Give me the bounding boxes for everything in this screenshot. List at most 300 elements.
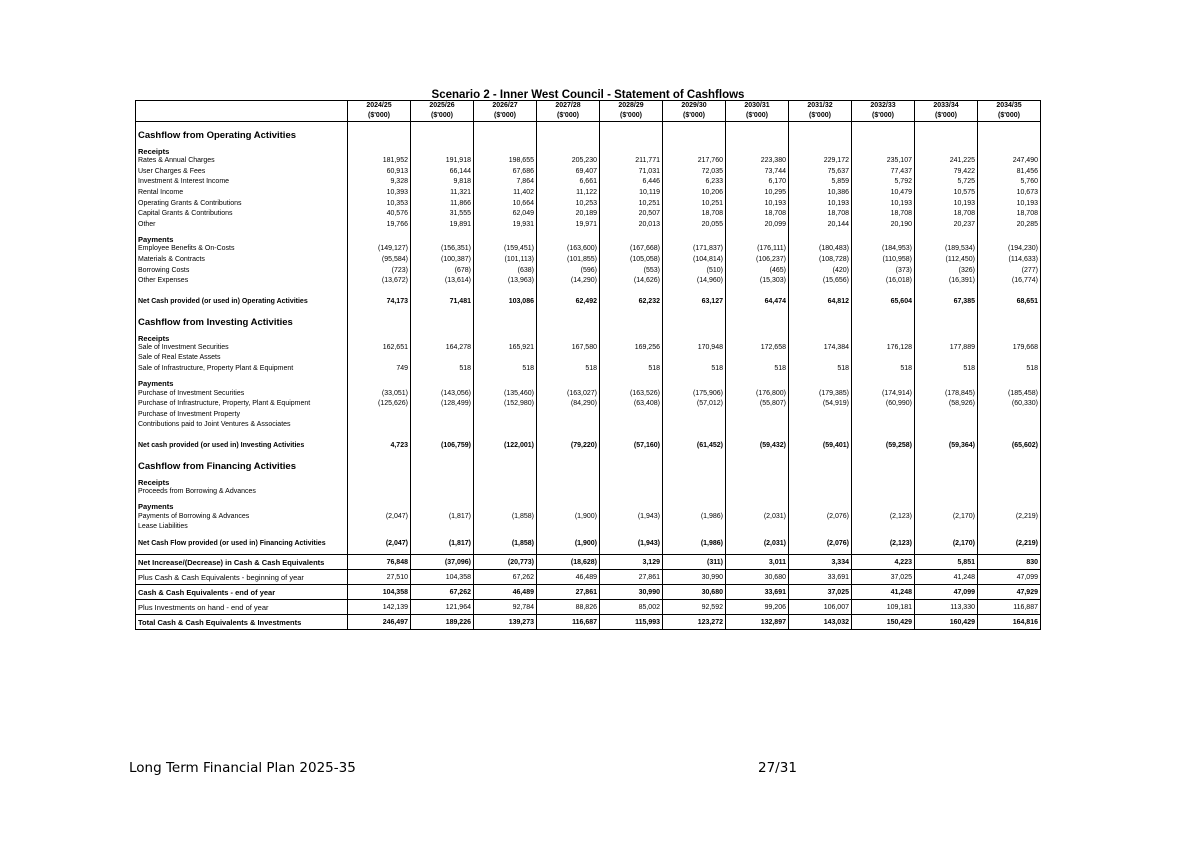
year-column-header (726, 101, 789, 122)
value-cell (411, 420, 474, 431)
value-cell (537, 473, 600, 487)
unit-label: ($'000) (809, 112, 831, 119)
value-cell: (1,858) (474, 511, 537, 522)
value-cell: 65,604 (852, 295, 915, 309)
value-cell: (326) (915, 265, 978, 276)
unit-label: ($'000) (998, 112, 1020, 119)
value-cell: (311) (663, 555, 726, 570)
value-cell: 10,193 (915, 198, 978, 209)
row-label: Purchase of Investment Property (136, 410, 348, 421)
value-cell: (105,058) (600, 255, 663, 266)
value-cell: 217,760 (663, 156, 726, 167)
value-cell: 167,580 (537, 343, 600, 354)
value-cell: (16,018) (852, 276, 915, 287)
value-cell: 246,497 (348, 615, 411, 630)
value-cell (978, 287, 1041, 295)
value-cell: 81,456 (978, 167, 1041, 178)
value-cell: 10,673 (978, 188, 1041, 199)
value-cell (411, 230, 474, 244)
value-cell: 5,851 (915, 555, 978, 570)
value-cell (537, 487, 600, 498)
value-cell: 20,507 (600, 209, 663, 220)
value-cell (600, 230, 663, 244)
value-cell: 92,592 (663, 600, 726, 615)
year-label: 2027/28 (555, 102, 581, 109)
value-cell: 3,011 (726, 555, 789, 570)
value-cell (474, 410, 537, 421)
statement-title: Scenario 2 - Inner West Council - Statement of Cashflows (431, 89, 745, 101)
value-cell: 116,687 (537, 615, 600, 630)
value-cell (663, 142, 726, 156)
value-cell: (1,900) (537, 511, 600, 522)
year-label: 2030/31 (744, 102, 770, 109)
value-cell: 10,479 (852, 188, 915, 199)
value-cell (474, 487, 537, 498)
value-cell (852, 473, 915, 487)
value-cell (537, 420, 600, 431)
value-cell (852, 487, 915, 498)
year-label: 2034/35 (996, 102, 1022, 109)
value-cell: (59,432) (726, 439, 789, 453)
value-cell (726, 329, 789, 343)
value-cell: 116,887 (978, 600, 1041, 615)
value-cell (411, 287, 474, 295)
value-cell (600, 142, 663, 156)
value-cell: (1,943) (600, 532, 663, 555)
value-cell: (1,943) (600, 511, 663, 522)
value-cell: (176,800) (726, 388, 789, 399)
value-cell: 18,708 (852, 209, 915, 220)
section-heading-row (136, 309, 1041, 329)
value-cell (411, 453, 474, 473)
value-cell: 20,099 (726, 220, 789, 231)
value-cell (348, 453, 411, 473)
value-cell: 165,921 (474, 343, 537, 354)
value-cell: (159,451) (474, 244, 537, 255)
value-cell (915, 497, 978, 511)
value-cell (537, 353, 600, 364)
table-row (136, 167, 1041, 178)
value-cell (915, 230, 978, 244)
value-cell: 18,708 (726, 209, 789, 220)
value-cell (663, 230, 726, 244)
value-cell: (106,759) (411, 439, 474, 453)
table-row (136, 177, 1041, 188)
value-cell: (54,919) (789, 399, 852, 410)
value-cell: (2,031) (726, 511, 789, 522)
value-cell: 174,384 (789, 343, 852, 354)
value-cell (537, 497, 600, 511)
year-label: 2025/26 (429, 102, 455, 109)
value-cell: (1,817) (411, 511, 474, 522)
value-cell: (106,237) (726, 255, 789, 266)
value-cell (348, 473, 411, 487)
value-cell (978, 522, 1041, 533)
year-label: 2024/25 (366, 102, 392, 109)
value-cell (474, 329, 537, 343)
value-cell: (55,807) (726, 399, 789, 410)
value-cell (852, 431, 915, 439)
value-cell (348, 353, 411, 364)
value-cell: 139,273 (474, 615, 537, 630)
value-cell (789, 374, 852, 388)
value-cell: 109,181 (852, 600, 915, 615)
value-cell: 104,358 (411, 570, 474, 585)
value-cell (348, 142, 411, 156)
value-cell: 162,651 (348, 343, 411, 354)
value-cell: (373) (852, 265, 915, 276)
value-cell: 18,708 (789, 209, 852, 220)
value-cell: 75,637 (789, 167, 852, 178)
value-cell (789, 453, 852, 473)
value-cell: 164,816 (978, 615, 1041, 630)
value-cell: 830 (978, 555, 1041, 570)
value-cell: 10,206 (663, 188, 726, 199)
value-cell: 5,859 (789, 177, 852, 188)
value-cell: 67,262 (411, 585, 474, 600)
table-row (136, 276, 1041, 287)
value-cell (663, 329, 726, 343)
row-label: Rates & Annual Charges (136, 156, 348, 167)
value-cell (726, 230, 789, 244)
year-column-header (852, 101, 915, 122)
value-cell: 20,285 (978, 220, 1041, 231)
value-cell: (100,387) (411, 255, 474, 266)
value-cell: 71,031 (600, 167, 663, 178)
value-cell: 10,393 (348, 188, 411, 199)
value-cell: 19,891 (411, 220, 474, 231)
value-cell: (15,303) (726, 276, 789, 287)
row-label: Net cash provided (or used in) Investing Activities (136, 439, 348, 453)
total-row (136, 295, 1041, 309)
cashflow-table (135, 100, 1041, 630)
value-cell: 10,664 (474, 198, 537, 209)
value-cell (978, 309, 1041, 329)
value-cell: (101,855) (537, 255, 600, 266)
value-cell: 518 (726, 364, 789, 375)
value-cell: (65,602) (978, 439, 1041, 453)
value-cell (474, 497, 537, 511)
value-cell: 106,007 (789, 600, 852, 615)
value-cell (789, 497, 852, 511)
value-cell: (101,113) (474, 255, 537, 266)
value-cell: 63,127 (663, 295, 726, 309)
value-cell: 123,272 (663, 615, 726, 630)
value-cell: 18,708 (915, 209, 978, 220)
value-cell: 10,193 (978, 198, 1041, 209)
value-cell (852, 497, 915, 511)
table-row (136, 220, 1041, 231)
table-row (136, 255, 1041, 266)
table-row (136, 353, 1041, 364)
value-cell (915, 329, 978, 343)
value-cell (537, 410, 600, 421)
value-cell: (16,774) (978, 276, 1041, 287)
value-cell: 113,330 (915, 600, 978, 615)
unit-label: ($'000) (620, 112, 642, 119)
value-cell: 10,295 (726, 188, 789, 199)
value-cell (537, 230, 600, 244)
value-cell (348, 309, 411, 329)
row-label: Materials & Contracts (136, 255, 348, 266)
value-cell: (114,633) (978, 255, 1041, 266)
value-cell (600, 453, 663, 473)
value-cell (663, 453, 726, 473)
table-row (136, 399, 1041, 410)
row-label: Contributions paid to Joint Ventures & Associates (136, 420, 348, 431)
value-cell: 7,864 (474, 177, 537, 188)
value-cell (915, 431, 978, 439)
value-cell: 518 (663, 364, 726, 375)
value-cell: 67,262 (474, 570, 537, 585)
value-cell (789, 410, 852, 421)
value-cell: (2,123) (852, 511, 915, 522)
table-row (136, 265, 1041, 276)
value-cell (411, 522, 474, 533)
row-label: Cash & Cash Equivalents - end of year (136, 585, 348, 600)
value-cell: 88,826 (537, 600, 600, 615)
value-cell: (2,170) (915, 511, 978, 522)
value-cell: (553) (600, 265, 663, 276)
row-label: Receipts (136, 473, 348, 487)
value-cell: (723) (348, 265, 411, 276)
value-cell: 3,129 (600, 555, 663, 570)
value-cell (915, 287, 978, 295)
value-cell: 20,190 (852, 220, 915, 231)
unit-label: ($'000) (872, 112, 894, 119)
unit-label: ($'000) (431, 112, 453, 119)
value-cell (663, 309, 726, 329)
value-cell: (174,914) (852, 388, 915, 399)
value-cell (789, 122, 852, 143)
value-cell: (13,672) (348, 276, 411, 287)
value-cell: (2,123) (852, 532, 915, 555)
value-cell (726, 410, 789, 421)
value-cell: (180,483) (789, 244, 852, 255)
value-cell: 143,032 (789, 615, 852, 630)
value-cell: (16,391) (915, 276, 978, 287)
value-cell (537, 142, 600, 156)
value-cell: 79,422 (915, 167, 978, 178)
table-row (136, 522, 1041, 533)
value-cell: 18,708 (978, 209, 1041, 220)
value-cell (663, 410, 726, 421)
value-cell: 4,723 (348, 439, 411, 453)
value-cell: 30,990 (600, 585, 663, 600)
value-cell (978, 374, 1041, 388)
row-label: Other (136, 220, 348, 231)
value-cell (411, 431, 474, 439)
value-cell (915, 410, 978, 421)
value-cell (411, 329, 474, 343)
value-cell (915, 142, 978, 156)
value-cell (600, 473, 663, 487)
value-cell (726, 142, 789, 156)
value-cell: (175,906) (663, 388, 726, 399)
value-cell: 181,952 (348, 156, 411, 167)
row-label: Payments of Borrowing & Advances (136, 511, 348, 522)
value-cell (600, 374, 663, 388)
value-cell (537, 431, 600, 439)
value-cell: 30,680 (663, 585, 726, 600)
page-number: 27/31 (758, 760, 797, 776)
value-cell (537, 287, 600, 295)
value-cell (915, 309, 978, 329)
row-label: Cashflow from Operating Activities (136, 122, 348, 143)
value-cell: 10,575 (915, 188, 978, 199)
value-cell (474, 309, 537, 329)
value-cell: 10,193 (852, 198, 915, 209)
value-cell: 77,437 (852, 167, 915, 178)
row-label: Receipts (136, 329, 348, 343)
value-cell: 189,226 (411, 615, 474, 630)
row-label: Plus Investments on hand - end of year (136, 600, 348, 615)
value-cell (726, 522, 789, 533)
value-cell (348, 522, 411, 533)
value-cell: 9,818 (411, 177, 474, 188)
value-cell (789, 487, 852, 498)
year-header-row (136, 101, 1041, 122)
value-cell (474, 473, 537, 487)
value-cell: 20,055 (663, 220, 726, 231)
value-cell (663, 353, 726, 364)
value-cell (348, 287, 411, 295)
value-cell: (18,628) (537, 555, 600, 570)
value-cell (348, 122, 411, 143)
value-cell: (125,626) (348, 399, 411, 410)
value-cell: 10,253 (537, 198, 600, 209)
value-cell (663, 287, 726, 295)
value-cell: 160,429 (915, 615, 978, 630)
value-cell (978, 122, 1041, 143)
value-cell (474, 122, 537, 143)
value-cell (348, 487, 411, 498)
value-cell (915, 473, 978, 487)
value-cell: 69,407 (537, 167, 600, 178)
value-cell: 518 (474, 364, 537, 375)
year-column-header (537, 101, 600, 122)
value-cell: 92,784 (474, 600, 537, 615)
value-cell: 20,144 (789, 220, 852, 231)
value-cell (789, 309, 852, 329)
value-cell (411, 497, 474, 511)
value-cell: 27,510 (348, 570, 411, 585)
row-label: Net Cash provided (or used in) Operating Activities (136, 295, 348, 309)
value-cell: (13,963) (474, 276, 537, 287)
value-cell (789, 329, 852, 343)
label-column-header (136, 101, 348, 122)
value-cell: 10,119 (600, 188, 663, 199)
value-cell: 20,189 (537, 209, 600, 220)
row-label: Payments (136, 374, 348, 388)
value-cell: (59,364) (915, 439, 978, 453)
value-cell (726, 431, 789, 439)
subheading-row (136, 473, 1041, 487)
value-cell (537, 453, 600, 473)
row-label: Rental Income (136, 188, 348, 199)
value-cell: 170,948 (663, 343, 726, 354)
table-row (136, 388, 1041, 399)
value-cell (915, 374, 978, 388)
value-cell (663, 374, 726, 388)
value-cell: (1,817) (411, 532, 474, 555)
value-cell (663, 522, 726, 533)
row-label: Payments (136, 497, 348, 511)
value-cell (915, 353, 978, 364)
value-cell (600, 287, 663, 295)
value-cell (663, 431, 726, 439)
value-cell: (163,526) (600, 388, 663, 399)
row-label: Investment & Interest Income (136, 177, 348, 188)
row-label: Payments (136, 230, 348, 244)
value-cell: (37,096) (411, 555, 474, 570)
table-row (136, 209, 1041, 220)
year-label: 2033/34 (933, 102, 959, 109)
value-cell (852, 522, 915, 533)
value-cell (852, 410, 915, 421)
value-cell (537, 329, 600, 343)
value-cell (474, 431, 537, 439)
document-title: Long Term Financial Plan 2025-35 (129, 760, 356, 776)
value-cell: (194,230) (978, 244, 1041, 255)
value-cell: 30,680 (726, 570, 789, 585)
value-cell (411, 473, 474, 487)
value-cell (537, 522, 600, 533)
value-cell: 6,170 (726, 177, 789, 188)
value-cell: 68,651 (978, 295, 1041, 309)
row-label: Lease Liabilities (136, 522, 348, 533)
row-label: Sale of Investment Securities (136, 343, 348, 354)
subheading-row (136, 142, 1041, 156)
value-cell: 518 (411, 364, 474, 375)
unit-label: ($'000) (368, 112, 390, 119)
value-cell (348, 374, 411, 388)
row-label: Plus Cash & Cash Equivalents - beginning of year (136, 570, 348, 585)
value-cell (663, 420, 726, 431)
value-cell: 27,861 (537, 585, 600, 600)
value-cell (411, 410, 474, 421)
year-column-header (474, 101, 537, 122)
value-cell (474, 420, 537, 431)
value-cell (726, 420, 789, 431)
value-cell: (189,534) (915, 244, 978, 255)
value-cell: 31,555 (411, 209, 474, 220)
value-cell: 67,385 (915, 295, 978, 309)
value-cell: 5,725 (915, 177, 978, 188)
value-cell: 176,128 (852, 343, 915, 354)
value-cell: 9,328 (348, 177, 411, 188)
value-cell: (152,980) (474, 399, 537, 410)
value-cell: (1,986) (663, 532, 726, 555)
value-cell: 518 (915, 364, 978, 375)
subheading-row (136, 230, 1041, 244)
row-label: Net Cash Flow provided (or used in) Financing Activities (136, 532, 348, 555)
value-cell (348, 410, 411, 421)
row-label: Cashflow from Financing Activities (136, 453, 348, 473)
value-cell: (678) (411, 265, 474, 276)
value-cell: 41,248 (915, 570, 978, 585)
value-cell: 191,918 (411, 156, 474, 167)
value-cell: (79,220) (537, 439, 600, 453)
value-cell: 518 (537, 364, 600, 375)
value-cell (411, 487, 474, 498)
year-label: 2032/33 (870, 102, 896, 109)
value-cell: 121,964 (411, 600, 474, 615)
value-cell (411, 374, 474, 388)
value-cell: 5,760 (978, 177, 1041, 188)
value-cell: 241,225 (915, 156, 978, 167)
value-cell: 37,025 (789, 585, 852, 600)
